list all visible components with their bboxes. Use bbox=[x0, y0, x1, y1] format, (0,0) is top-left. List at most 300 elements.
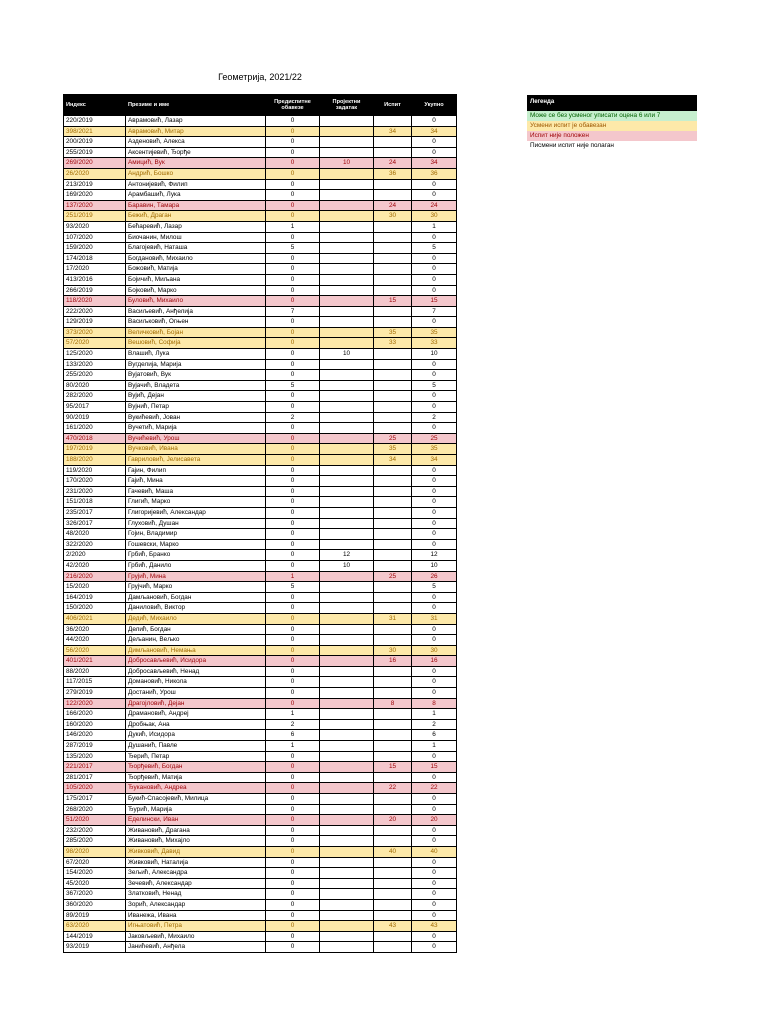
cell-proj bbox=[320, 507, 374, 518]
cell-total: 12 bbox=[412, 550, 457, 561]
table-row bbox=[64, 147, 457, 158]
cell-pre: 0 bbox=[266, 603, 320, 614]
table-row bbox=[64, 878, 457, 889]
cell-index: 67/2020 bbox=[64, 857, 126, 868]
cell-name: Игњатовић, Петра bbox=[126, 921, 266, 932]
cell-total: 7 bbox=[412, 306, 457, 317]
cell-proj bbox=[320, 719, 374, 730]
cell-index: 98/2020 bbox=[64, 846, 126, 857]
table-row bbox=[64, 359, 457, 370]
cell-total: 10 bbox=[412, 560, 457, 571]
cell-exam bbox=[374, 243, 412, 254]
cell-total: 0 bbox=[412, 423, 457, 434]
cell-exam bbox=[374, 285, 412, 296]
cell-exam bbox=[374, 380, 412, 391]
cell-exam bbox=[374, 899, 412, 910]
cell-pre: 0 bbox=[266, 370, 320, 381]
table-row bbox=[64, 338, 457, 349]
cell-proj bbox=[320, 635, 374, 646]
cell-pre: 2 bbox=[266, 719, 320, 730]
cell-index: 135/2020 bbox=[64, 751, 126, 762]
cell-total: 22 bbox=[412, 783, 457, 794]
cell-pre: 0 bbox=[266, 878, 320, 889]
cell-index: 15/2020 bbox=[64, 582, 126, 593]
cell-pre: 0 bbox=[266, 190, 320, 201]
cell-total: 26 bbox=[412, 571, 457, 582]
cell-pre: 0 bbox=[266, 635, 320, 646]
cell-index: 26/2020 bbox=[64, 168, 126, 179]
cell-exam bbox=[374, 857, 412, 868]
cell-name: Глигоријевић, Александар bbox=[126, 507, 266, 518]
cell-name: Златковић, Ненад bbox=[126, 889, 266, 900]
cell-proj bbox=[320, 709, 374, 720]
cell-index: 235/2017 bbox=[64, 507, 126, 518]
cell-total: 0 bbox=[412, 465, 457, 476]
cell-name: Грбић, Бранко bbox=[126, 550, 266, 561]
cell-proj bbox=[320, 910, 374, 921]
table-row bbox=[64, 274, 457, 285]
table-row bbox=[64, 116, 457, 127]
cell-pre: 0 bbox=[266, 783, 320, 794]
cell-proj bbox=[320, 486, 374, 497]
cell-pre: 1 bbox=[266, 741, 320, 752]
cell-proj bbox=[320, 582, 374, 593]
cell-exam bbox=[374, 317, 412, 328]
header-pre: Предиспитне обавезе bbox=[266, 95, 320, 116]
cell-name: Биочанин, Милош bbox=[126, 232, 266, 243]
cell-total: 8 bbox=[412, 698, 457, 709]
cell-total: 0 bbox=[412, 253, 457, 264]
cell-total: 0 bbox=[412, 137, 457, 148]
legend-item-label: Испит није положен bbox=[527, 131, 697, 141]
cell-proj bbox=[320, 603, 374, 614]
cell-proj bbox=[320, 116, 374, 127]
cell-exam bbox=[374, 507, 412, 518]
cell-pre: 2 bbox=[266, 412, 320, 423]
cell-pre: 0 bbox=[266, 507, 320, 518]
cell-proj bbox=[320, 285, 374, 296]
cell-proj bbox=[320, 126, 374, 137]
cell-proj bbox=[320, 518, 374, 529]
cell-total: 1 bbox=[412, 709, 457, 720]
cell-proj bbox=[320, 137, 374, 148]
cell-proj bbox=[320, 571, 374, 582]
cell-total: 0 bbox=[412, 635, 457, 646]
table-row bbox=[64, 158, 457, 169]
cell-proj bbox=[320, 253, 374, 264]
legend-item-label: Усмени испит је обавезан bbox=[527, 121, 697, 131]
cell-proj bbox=[320, 942, 374, 953]
cell-name: Живановић, Драгана bbox=[126, 825, 266, 836]
table-row bbox=[64, 423, 457, 434]
cell-exam bbox=[374, 868, 412, 879]
cell-exam bbox=[374, 836, 412, 847]
cell-name: Домановић, Никола bbox=[126, 677, 266, 688]
cell-pre: 0 bbox=[266, 497, 320, 508]
cell-name: Вучковић, Ивана bbox=[126, 444, 266, 455]
table-row bbox=[64, 349, 457, 360]
cell-name: Грујић, Мина bbox=[126, 571, 266, 582]
legend-header-row bbox=[527, 95, 697, 111]
cell-pre: 1 bbox=[266, 709, 320, 720]
cell-proj bbox=[320, 772, 374, 783]
cell-name: Ђурић, Марија bbox=[126, 804, 266, 815]
cell-total: 20 bbox=[412, 815, 457, 826]
cell-exam: 35 bbox=[374, 444, 412, 455]
cell-name: Вујић, Дејан bbox=[126, 391, 266, 402]
table-row bbox=[64, 804, 457, 815]
cell-name: Гајин, Филип bbox=[126, 465, 266, 476]
cell-name: Зељић, Александра bbox=[126, 868, 266, 879]
cell-proj bbox=[320, 592, 374, 603]
cell-total: 5 bbox=[412, 243, 457, 254]
cell-index: 93/2019 bbox=[64, 942, 126, 953]
cell-index: 175/2017 bbox=[64, 794, 126, 805]
cell-index: 216/2020 bbox=[64, 571, 126, 582]
cell-name: Гавриловић, Јелисавета bbox=[126, 455, 266, 466]
cell-pre: 0 bbox=[266, 931, 320, 942]
table-row bbox=[64, 931, 457, 942]
table-row bbox=[64, 433, 457, 444]
cell-name: Азденовић, Алекса bbox=[126, 137, 266, 148]
cell-proj: 10 bbox=[320, 349, 374, 360]
cell-total: 0 bbox=[412, 539, 457, 550]
cell-exam: 34 bbox=[374, 126, 412, 137]
cell-pre: 0 bbox=[266, 274, 320, 285]
cell-index: 373/2020 bbox=[64, 327, 126, 338]
cell-pre: 0 bbox=[266, 253, 320, 264]
cell-total: 0 bbox=[412, 592, 457, 603]
cell-proj bbox=[320, 317, 374, 328]
cell-name: Богдановић, Михаило bbox=[126, 253, 266, 264]
cell-index: 159/2020 bbox=[64, 243, 126, 254]
cell-total: 30 bbox=[412, 211, 457, 222]
table-row bbox=[64, 444, 457, 455]
cell-index: 107/2020 bbox=[64, 232, 126, 243]
table-row bbox=[64, 507, 457, 518]
header-exam: Испит bbox=[374, 95, 412, 116]
cell-exam bbox=[374, 518, 412, 529]
cell-exam bbox=[374, 719, 412, 730]
cell-name: Дробњак, Ана bbox=[126, 719, 266, 730]
cell-exam bbox=[374, 497, 412, 508]
cell-name: Живановић, Михајло bbox=[126, 836, 266, 847]
cell-exam: 15 bbox=[374, 762, 412, 773]
cell-total: 0 bbox=[412, 370, 457, 381]
cell-pre: 5 bbox=[266, 582, 320, 593]
cell-total: 0 bbox=[412, 857, 457, 868]
cell-exam bbox=[374, 560, 412, 571]
cell-total: 0 bbox=[412, 666, 457, 677]
cell-index: 45/2020 bbox=[64, 878, 126, 889]
cell-pre: 0 bbox=[266, 560, 320, 571]
cell-total: 0 bbox=[412, 476, 457, 487]
cell-pre: 0 bbox=[266, 889, 320, 900]
cell-index: 80/2020 bbox=[64, 380, 126, 391]
cell-total: 0 bbox=[412, 529, 457, 540]
table-row bbox=[64, 391, 457, 402]
cell-name: Амицић, Вук bbox=[126, 158, 266, 169]
cell-proj bbox=[320, 465, 374, 476]
cell-exam bbox=[374, 931, 412, 942]
cell-index: 56/2020 bbox=[64, 645, 126, 656]
cell-pre: 0 bbox=[266, 751, 320, 762]
legend-item-label: Писмени испит није полаган bbox=[527, 141, 697, 151]
cell-proj bbox=[320, 698, 374, 709]
cell-proj bbox=[320, 677, 374, 688]
cell-exam bbox=[374, 264, 412, 275]
cell-exam bbox=[374, 910, 412, 921]
cell-name: Васиљковић, Огњен bbox=[126, 317, 266, 328]
table-row bbox=[64, 380, 457, 391]
cell-index: 222/2020 bbox=[64, 306, 126, 317]
cell-name: Грбић, Данило bbox=[126, 560, 266, 571]
cell-pre: 0 bbox=[266, 772, 320, 783]
cell-proj bbox=[320, 455, 374, 466]
cell-proj bbox=[320, 380, 374, 391]
cell-pre: 0 bbox=[266, 613, 320, 624]
cell-total: 31 bbox=[412, 613, 457, 624]
cell-exam bbox=[374, 349, 412, 360]
legend-title: Легенда bbox=[527, 95, 697, 111]
cell-total: 0 bbox=[412, 190, 457, 201]
cell-total: 35 bbox=[412, 444, 457, 455]
cell-pre: 0 bbox=[266, 476, 320, 487]
cell-proj bbox=[320, 391, 374, 402]
cell-name: Јаковљевић, Михаило bbox=[126, 931, 266, 942]
cell-proj bbox=[320, 539, 374, 550]
table-row bbox=[64, 698, 457, 709]
cell-index: 88/2020 bbox=[64, 666, 126, 677]
cell-name: Бежић, Драган bbox=[126, 211, 266, 222]
cell-total: 0 bbox=[412, 147, 457, 158]
cell-name: Јанићевић, Анђела bbox=[126, 942, 266, 953]
cell-total: 0 bbox=[412, 317, 457, 328]
cell-pre: 0 bbox=[266, 211, 320, 222]
cell-index: 17/2020 bbox=[64, 264, 126, 275]
cell-name: Добросављевић, Ненад bbox=[126, 666, 266, 677]
cell-exam: 16 bbox=[374, 656, 412, 667]
cell-proj bbox=[320, 359, 374, 370]
cell-exam: 25 bbox=[374, 571, 412, 582]
cell-index: 105/2020 bbox=[64, 783, 126, 794]
cell-total: 0 bbox=[412, 825, 457, 836]
cell-total: 40 bbox=[412, 846, 457, 857]
cell-name: Достанић, Урош bbox=[126, 688, 266, 699]
cell-proj bbox=[320, 688, 374, 699]
legend-item bbox=[527, 131, 697, 141]
cell-exam: 20 bbox=[374, 815, 412, 826]
cell-total: 0 bbox=[412, 836, 457, 847]
cell-index: 166/2020 bbox=[64, 709, 126, 720]
cell-proj bbox=[320, 402, 374, 413]
cell-exam bbox=[374, 688, 412, 699]
cell-pre: 0 bbox=[266, 942, 320, 953]
cell-proj bbox=[320, 825, 374, 836]
cell-name: Аврамовић, Митар bbox=[126, 126, 266, 137]
cell-pre: 0 bbox=[266, 179, 320, 190]
cell-pre: 0 bbox=[266, 391, 320, 402]
table-row bbox=[64, 486, 457, 497]
cell-exam bbox=[374, 137, 412, 148]
cell-index: 285/2020 bbox=[64, 836, 126, 847]
cell-index: 255/2019 bbox=[64, 147, 126, 158]
cell-proj bbox=[320, 147, 374, 158]
cell-index: 174/2018 bbox=[64, 253, 126, 264]
cell-total: 0 bbox=[412, 878, 457, 889]
cell-total: 30 bbox=[412, 645, 457, 656]
cell-proj bbox=[320, 433, 374, 444]
cell-pre: 0 bbox=[266, 794, 320, 805]
cell-exam bbox=[374, 878, 412, 889]
cell-pre: 0 bbox=[266, 455, 320, 466]
table-row bbox=[64, 539, 457, 550]
cell-pre: 0 bbox=[266, 317, 320, 328]
cell-total: 0 bbox=[412, 931, 457, 942]
cell-index: 51/2020 bbox=[64, 815, 126, 826]
cell-total: 0 bbox=[412, 391, 457, 402]
cell-exam: 40 bbox=[374, 846, 412, 857]
cell-total: 1 bbox=[412, 741, 457, 752]
cell-proj bbox=[320, 211, 374, 222]
cell-exam: 24 bbox=[374, 200, 412, 211]
cell-total: 34 bbox=[412, 158, 457, 169]
cell-pre: 0 bbox=[266, 529, 320, 540]
cell-index: 170/2020 bbox=[64, 476, 126, 487]
cell-index: 255/2020 bbox=[64, 370, 126, 381]
cell-proj bbox=[320, 190, 374, 201]
cell-total: 0 bbox=[412, 910, 457, 921]
table-row bbox=[64, 582, 457, 593]
cell-index: 326/2017 bbox=[64, 518, 126, 529]
cell-index: 150/2020 bbox=[64, 603, 126, 614]
cell-total: 0 bbox=[412, 688, 457, 699]
table-row bbox=[64, 635, 457, 646]
cell-index: 200/2019 bbox=[64, 137, 126, 148]
cell-exam bbox=[374, 804, 412, 815]
cell-proj bbox=[320, 666, 374, 677]
cell-total: 0 bbox=[412, 359, 457, 370]
cell-total: 0 bbox=[412, 232, 457, 243]
table-row bbox=[64, 899, 457, 910]
cell-name: Даниловић, Виктор bbox=[126, 603, 266, 614]
cell-total: 33 bbox=[412, 338, 457, 349]
cell-exam bbox=[374, 592, 412, 603]
cell-name: Иванежа, Ивана bbox=[126, 910, 266, 921]
cell-proj bbox=[320, 200, 374, 211]
cell-name: Драмановић, Андреј bbox=[126, 709, 266, 720]
cell-name: Благојевић, Наташа bbox=[126, 243, 266, 254]
cell-index: 133/2020 bbox=[64, 359, 126, 370]
cell-exam: 8 bbox=[374, 698, 412, 709]
cell-proj bbox=[320, 338, 374, 349]
cell-name: Дукић, Исидора bbox=[126, 730, 266, 741]
cell-total: 0 bbox=[412, 804, 457, 815]
cell-name: Делић, Богдан bbox=[126, 624, 266, 635]
table-row bbox=[64, 688, 457, 699]
grades-table bbox=[63, 94, 457, 953]
cell-proj bbox=[320, 889, 374, 900]
table-row bbox=[64, 253, 457, 264]
cell-name: Ђукановић, Андреа bbox=[126, 783, 266, 794]
legend-table bbox=[527, 95, 697, 151]
cell-pre: 0 bbox=[266, 327, 320, 338]
cell-proj bbox=[320, 751, 374, 762]
table-row bbox=[64, 645, 457, 656]
cell-total: 25 bbox=[412, 433, 457, 444]
cell-index: 268/2020 bbox=[64, 804, 126, 815]
cell-name: Аксентијевић, Ђорђе bbox=[126, 147, 266, 158]
cell-name: Дедић, Михаило bbox=[126, 613, 266, 624]
header-proj: Пројектни задатак bbox=[320, 95, 374, 116]
cell-proj: 10 bbox=[320, 158, 374, 169]
cell-exam bbox=[374, 221, 412, 232]
cell-total: 5 bbox=[412, 582, 457, 593]
cell-pre: 0 bbox=[266, 359, 320, 370]
header-row bbox=[64, 95, 457, 116]
cell-index: 118/2020 bbox=[64, 296, 126, 307]
cell-total: 6 bbox=[412, 730, 457, 741]
legend-item bbox=[527, 111, 697, 121]
table-row bbox=[64, 772, 457, 783]
cell-pre: 0 bbox=[266, 656, 320, 667]
cell-total: 15 bbox=[412, 762, 457, 773]
table-row bbox=[64, 846, 457, 857]
cell-total: 15 bbox=[412, 296, 457, 307]
cell-total: 0 bbox=[412, 497, 457, 508]
cell-index: 90/2019 bbox=[64, 412, 126, 423]
table-row bbox=[64, 666, 457, 677]
cell-name: Вујатовић, Вук bbox=[126, 370, 266, 381]
cell-pre: 0 bbox=[266, 285, 320, 296]
cell-proj bbox=[320, 868, 374, 879]
cell-name: Вукићевић, Јован bbox=[126, 412, 266, 423]
table-row bbox=[64, 719, 457, 730]
cell-pre: 0 bbox=[266, 338, 320, 349]
cell-name: Вујнић, Петар bbox=[126, 402, 266, 413]
cell-index: 117/2015 bbox=[64, 677, 126, 688]
cell-index: 122/2020 bbox=[64, 698, 126, 709]
cell-exam bbox=[374, 402, 412, 413]
cell-name: Бојковић, Марко bbox=[126, 285, 266, 296]
cell-name: Еделински, Иван bbox=[126, 815, 266, 826]
table-row bbox=[64, 762, 457, 773]
table-row bbox=[64, 709, 457, 720]
cell-name: Зорић, Александар bbox=[126, 899, 266, 910]
cell-pre: 0 bbox=[266, 666, 320, 677]
table-row bbox=[64, 751, 457, 762]
table-row bbox=[64, 264, 457, 275]
cell-name: Димљановић, Немања bbox=[126, 645, 266, 656]
cell-index: 146/2020 bbox=[64, 730, 126, 741]
cell-total: 2 bbox=[412, 719, 457, 730]
cell-index: 57/2020 bbox=[64, 338, 126, 349]
cell-exam bbox=[374, 603, 412, 614]
cell-name: Божовић, Матија bbox=[126, 264, 266, 275]
header-name: Презиме и име bbox=[126, 95, 266, 116]
cell-name: Влашић, Лука bbox=[126, 349, 266, 360]
cell-name: Ђорђевић, Матија bbox=[126, 772, 266, 783]
table-row bbox=[64, 285, 457, 296]
legend-item-label: Може се без усменог уписати оцена 6 или 7 bbox=[527, 111, 697, 121]
cell-exam bbox=[374, 942, 412, 953]
table-row bbox=[64, 613, 457, 624]
cell-proj bbox=[320, 179, 374, 190]
cell-exam: 15 bbox=[374, 296, 412, 307]
cell-total: 0 bbox=[412, 264, 457, 275]
cell-index: 119/2020 bbox=[64, 465, 126, 476]
cell-name: Драгојловић, Дејан bbox=[126, 698, 266, 709]
